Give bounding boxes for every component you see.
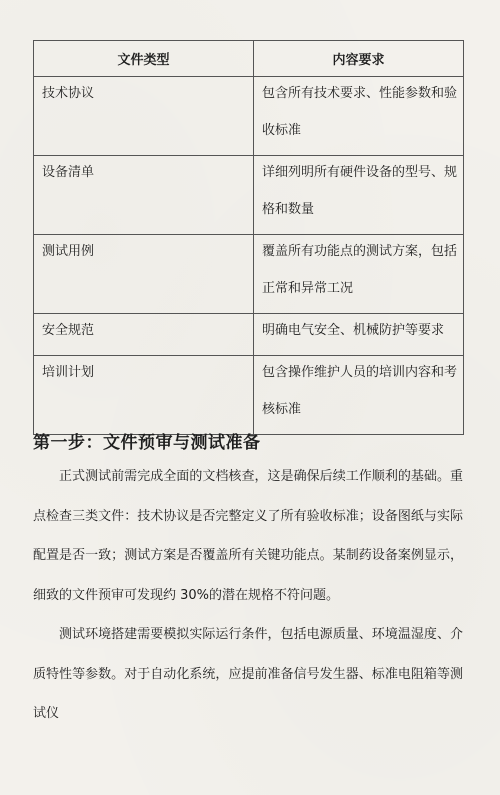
cell-requirement	[254, 156, 464, 235]
cell-requirement	[254, 77, 464, 156]
table-row	[34, 235, 464, 314]
cell-text: 安全规范	[42, 323, 95, 338]
cell-file-type	[34, 356, 254, 435]
cell-text: 设备清单	[42, 165, 95, 180]
cell-file-type	[34, 314, 254, 356]
cell-requirement	[254, 235, 464, 314]
table-row	[34, 77, 464, 156]
header-file-type: 文件类型	[34, 41, 254, 77]
body-paragraph: 测试环境搭建需要模拟实际运行条件，包括电源质量、环境温湿度、介质特性等参数。对于自动化系统，应提前准备信号发生器、标准电阻箱等测试仪	[33, 627, 463, 721]
cell-requirement	[254, 356, 464, 435]
cell-text: 培训计划	[42, 365, 95, 380]
cell-text: 覆盖所有功能点的测试方案，包括正常和异常工况	[262, 244, 458, 296]
cell-text: 技术协议	[42, 86, 95, 101]
table-row	[34, 314, 464, 356]
section-heading: 第一步：文件预审与测试准备	[33, 433, 261, 453]
cell-file-type	[34, 77, 254, 156]
cell-file-type	[34, 235, 254, 314]
table-row	[34, 356, 464, 435]
file-requirements-table	[33, 40, 464, 435]
cell-text: 明确电气安全、机械防护等要求	[262, 323, 445, 338]
cell-text: 测试用例	[42, 244, 95, 259]
table-header-row	[34, 41, 464, 77]
cell-requirement	[254, 314, 464, 356]
header-content-requirement: 内容要求	[254, 41, 464, 77]
cell-text: 包含所有技术要求、性能参数和验收标准	[262, 86, 458, 138]
body-paragraph: 正式测试前需完成全面的文档核查，这是确保后续工作顺利的基础。重点检查三类文件：技术协议是否完整定义了所有验收标准；设备图纸与实际配置是否一致；测试方案是否覆盖所有关键功能点。某制药设备案例显示，细致的文件预审可发现约 30%的潜在规格不符问题。	[33, 469, 463, 603]
cell-text: 详细列明所有硬件设备的型号、规格和数量	[262, 165, 458, 217]
cell-file-type	[34, 156, 254, 235]
cell-text: 包含操作维护人员的培训内容和考核标准	[262, 365, 458, 417]
table-row	[34, 156, 464, 235]
